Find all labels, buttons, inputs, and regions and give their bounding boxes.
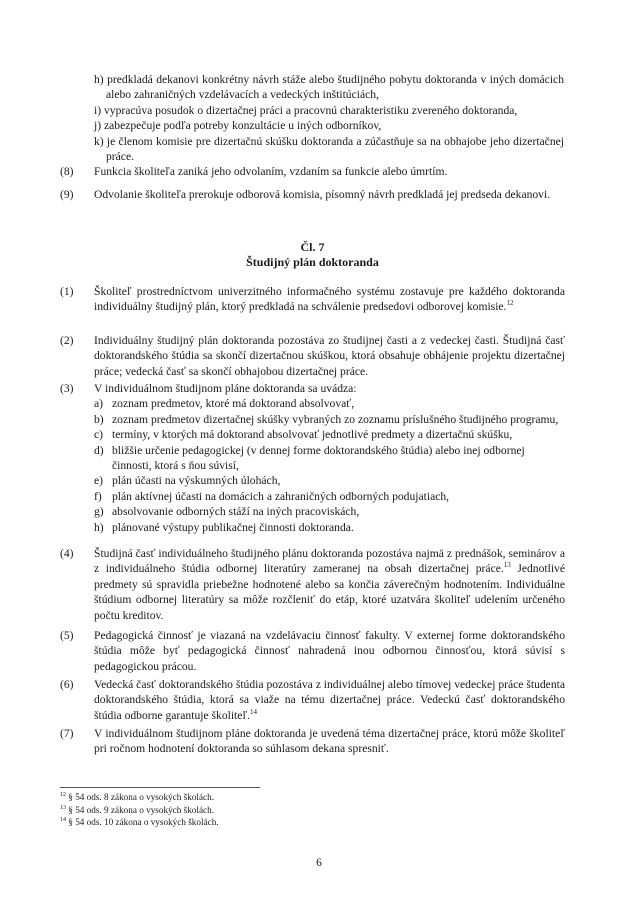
list-letter: d) xyxy=(94,443,104,457)
footnote-text: § 54 ods. 10 zákona o vysokých školách. xyxy=(68,817,219,828)
paragraph-number: (6) xyxy=(60,678,74,691)
paragraph-number: (9) xyxy=(60,188,74,201)
paragraph-8 xyxy=(60,164,565,179)
page-number: 6 xyxy=(316,857,322,869)
footnote-text: § 54 ods. 9 zákona o vysokých školách. xyxy=(68,804,214,815)
paragraph-text xyxy=(94,284,565,315)
article-heading xyxy=(60,240,565,270)
footnote xyxy=(60,804,360,817)
paragraph-text: Pedagogická činnosť je viazaná na vzdelávaciu činnosť fakulty. V externej forme doktorandského štúdia môže byť pedagogická činnosť nahradená inou odbornou činnosťou, ktorá súvisí s pedagogickou prácou. xyxy=(94,629,565,673)
list-letter: a) xyxy=(94,397,104,411)
list-text: zoznam predmetov dizertačnej skúšky vybraných zo zoznamu príslušného študijného programu, xyxy=(112,412,559,426)
list-letter: f) xyxy=(94,489,102,503)
list-letter: c) xyxy=(94,428,104,442)
list-item xyxy=(94,504,565,519)
list-item xyxy=(94,473,565,488)
paragraph-body: Školiteľ prostredníctvom univerzitného informačného systému zostavuje pre každého doktoranda individuálny študijný plán, ktorý predkladá na schválenie predsedovi odborovej komisie. xyxy=(94,285,565,314)
list-text: absolvovanie odborných stáží na iných pracoviskách, xyxy=(112,505,360,519)
list-item xyxy=(94,427,565,442)
list-letter: e) xyxy=(94,474,104,488)
list-letter: g) xyxy=(94,505,104,519)
paragraph-text: V individuálnom študijnom pláne doktoranda sa uvádza: xyxy=(94,382,357,395)
paragraph-3 xyxy=(60,381,565,535)
footnote xyxy=(60,791,360,804)
paragraph-text xyxy=(94,677,565,723)
paragraph-number: (5) xyxy=(60,629,74,642)
paragraph-body xyxy=(94,381,565,535)
footnote-ref: 13 xyxy=(503,561,511,570)
paragraph-text: V individuálnom študijnom pláne doktoranda je uvedená téma dizertačnej práce, ktorú môže školiteľ pri ročnom hodnotení doktoranda so súhlasom dekana spresniť. xyxy=(94,727,565,756)
list-text: plán účasti na výskumných úlohách, xyxy=(112,474,281,488)
list-text: bližšie určenie pedagogickej (v dennej forme doktorandského štúdia) alebo inej odbornej činnosti, ktorá s ňou súvisí, xyxy=(112,443,525,473)
paragraph-number: (8) xyxy=(60,165,74,178)
article-title: Študijný plán doktoranda xyxy=(246,255,379,269)
list-text: zoznam predmetov, ktoré má doktorand absolvovať, xyxy=(112,397,355,411)
list-item xyxy=(94,412,565,427)
footnote-text: § 54 ods. 8 zákona o vysokých školách. xyxy=(68,792,214,802)
paragraph-text: Odvolanie školiteľa prerokuje odborová komisia, písomný návrh predkladá jej predseda dekanovi. xyxy=(94,188,551,201)
sublist-item-h: h) predkladá dekanovi konkrétny návrh stáže alebo študijného pobytu doktoranda v iných domácich alebo zahraničných vzdelávacích a vedeckých inštitúciách, xyxy=(94,73,564,102)
list-text: termíny, v ktorých má doktorand absolvovať jednotlivé predmety a dizertačnú skúšku, xyxy=(112,428,513,442)
sublist-item-i: i) vypracúva posudok o dizertačnej práci a pracovnú charakteristiku zvereného doktoranda, xyxy=(94,103,518,117)
list-text: plán aktívnej účasti na domácich a zahraničných odborných podujatiach, xyxy=(112,489,450,503)
footnote xyxy=(60,816,360,829)
paragraph-5 xyxy=(60,628,565,674)
paragraph-text: Funkcia školiteľa zaniká jeho odvolaním, vzdaním sa funkcie alebo úmrtím. xyxy=(94,165,448,178)
paragraph-4 xyxy=(60,546,565,623)
paragraph-body: Vedecká časť doktorandského štúdia pozostáva z individuálnej alebo tímovej vedeckej práce študenta doktorandského štúdia, ktorá sa viaže na tému dizertačnej práce. Vedeckú časť doktorandského štúdia odborne garantuje školiteľ. xyxy=(94,678,565,722)
sublist-item-k: k) je členom komisie pre dizertačnú skúšku doktoranda a zúčastňuje sa na obhajobe jeho dizertačnej práce. xyxy=(94,134,564,164)
footnote-ref: 14 xyxy=(250,707,258,716)
paragraph-body: Študijná časť individuálneho študijného plánu doktoranda pozostáva najmä z prednášok, seminárov a z individuálneho štúdia odbornej literatúry zameranej na obsah dizertačnej práce. xyxy=(94,547,565,576)
article-number: Čl. 7 xyxy=(300,240,325,254)
list-letter: b) xyxy=(94,412,104,426)
paragraph-1 xyxy=(60,284,565,315)
footnote-mark: 12 xyxy=(60,791,66,798)
footnotes xyxy=(60,791,360,829)
paragraph-number: (1) xyxy=(60,285,74,298)
paragraph-number: (4) xyxy=(60,547,74,560)
duties-sublist xyxy=(94,72,564,164)
list-item xyxy=(94,396,565,411)
list-text: plánované výstupy publikačnej činnosti doktoranda. xyxy=(112,520,354,534)
paragraph-text xyxy=(94,546,565,623)
paragraph-7 xyxy=(60,726,565,757)
sublist-item-j: j) zabezpečuje podľa potreby konzultácie u iných odborníkov, xyxy=(94,119,382,133)
list-item xyxy=(94,443,565,474)
paragraph-number: (3) xyxy=(60,382,74,395)
contents-list xyxy=(94,396,565,535)
paragraph-2 xyxy=(60,333,565,379)
paragraph-9 xyxy=(60,187,565,202)
list-item xyxy=(94,489,565,504)
paragraph-number: (2) xyxy=(60,334,74,347)
list-letter: h) xyxy=(94,520,104,534)
footnote-mark: 13 xyxy=(60,804,66,811)
footnote-ref: 12 xyxy=(506,299,514,308)
paragraph-number: (7) xyxy=(60,727,74,740)
footnote-divider xyxy=(60,787,260,788)
list-item xyxy=(94,520,565,535)
paragraph-6 xyxy=(60,677,565,723)
footnote-mark: 14 xyxy=(60,817,66,824)
paragraph-text: Individuálny študijný plán doktoranda pozostáva zo študijnej časti a z vedeckej časti. Študijná časť doktorandského štúdia sa skončí dizertačnou skúškou, ktorá obsahuje obhájenie projektu dizertačnej práce; vedecká časť sa skončí obhajobou dizertačnej práce. xyxy=(94,334,565,378)
paragraph-body-continued: Jednotlivé predmety sú spravidla priebežne hodnotené alebo sa končia záverečným hodnotením. Individuálne štúdium odbornej literatúry sa môže rozčleniť do etáp, ktoré uzatvára školiteľ udelením určeného počtu kreditov. xyxy=(94,562,565,622)
